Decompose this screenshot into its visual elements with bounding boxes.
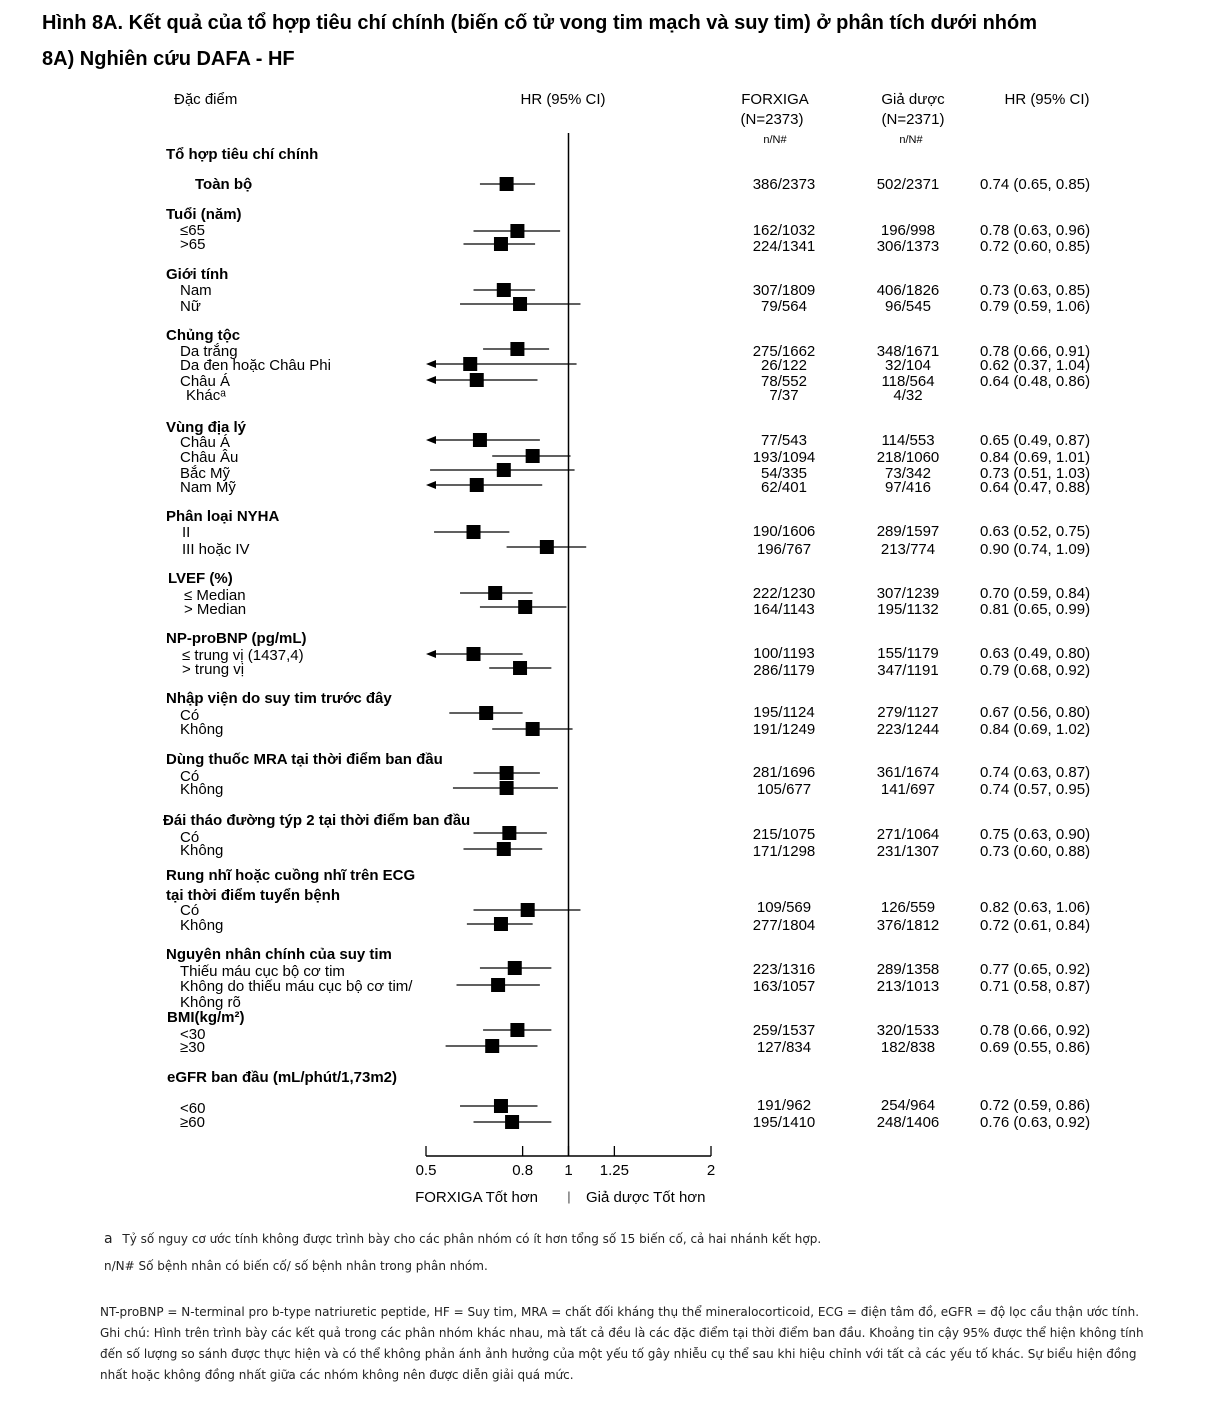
footnote-a-marker: a bbox=[104, 1231, 113, 1247]
row-label: ≥30 bbox=[180, 1039, 205, 1056]
placebo-nn-value: 126/559 bbox=[880, 899, 936, 916]
forxiga-nn-value: 163/1057 bbox=[752, 978, 816, 995]
hr-ci-value: 0.64 (0.47, 0.88) bbox=[980, 479, 1091, 496]
hr-ci-value: 0.78 (0.66, 0.92) bbox=[980, 1022, 1091, 1039]
forxiga-nn-value: 127/834 bbox=[756, 1039, 812, 1056]
footnote-a bbox=[104, 1231, 821, 1247]
placebo-nn-value: 96/545 bbox=[885, 298, 931, 315]
forxiga-nn-value: 79/564 bbox=[761, 298, 807, 315]
placebo-nn-value: 289/1358 bbox=[876, 961, 940, 978]
hr-point bbox=[470, 478, 484, 492]
ci-arrow bbox=[426, 481, 436, 489]
placebo-nn-value: 182/838 bbox=[880, 1039, 936, 1056]
hr-point bbox=[526, 449, 540, 463]
hr-point bbox=[497, 283, 511, 297]
hr-ci-value: 0.81 (0.65, 0.99) bbox=[980, 601, 1091, 618]
hr-ci-value: 0.71 (0.58, 0.87) bbox=[980, 978, 1091, 995]
subgroup-header: Phân loại NYHA bbox=[166, 508, 280, 525]
placebo-nn-value: 347/1191 bbox=[877, 662, 939, 679]
forxiga-nn-value: 386/2373 bbox=[752, 176, 816, 193]
col-header-feature: Đặc điểm bbox=[174, 91, 238, 108]
forxiga-nn-value: 164/1143 bbox=[753, 601, 815, 618]
forxiga-nn-value: 222/1230 bbox=[752, 585, 816, 602]
subgroup-header: Chủng tộc bbox=[166, 327, 241, 344]
row-label: > Median bbox=[184, 601, 247, 618]
hr-point bbox=[463, 357, 477, 371]
hr-ci-value: 0.63 (0.49, 0.80) bbox=[980, 645, 1091, 662]
placebo-nn-value: 254/964 bbox=[880, 1097, 936, 1114]
placebo-nn-value: 213/774 bbox=[880, 541, 936, 558]
forxiga-nn-value: 162/1032 bbox=[752, 222, 816, 239]
placebo-nn-value: 223/1244 bbox=[876, 721, 940, 738]
col-subheader-forxiga-nn: n/N# bbox=[763, 134, 787, 146]
x-axis-separator: | bbox=[567, 1189, 571, 1204]
hr-point bbox=[479, 706, 493, 720]
row-label: Có bbox=[180, 902, 200, 919]
hr-ci-value: 0.84 (0.69, 1.02) bbox=[980, 721, 1091, 738]
row-label: ≥60 bbox=[180, 1114, 205, 1131]
hr-point bbox=[521, 903, 535, 917]
ci-arrow bbox=[426, 376, 436, 384]
row-label: Nữ bbox=[180, 298, 201, 315]
ci-arrow bbox=[426, 650, 436, 658]
hr-ci-value: 0.72 (0.59, 0.86) bbox=[980, 1097, 1091, 1114]
placebo-nn-value: 248/1406 bbox=[876, 1114, 940, 1131]
hr-point bbox=[518, 600, 532, 614]
row-label: Toàn bộ bbox=[195, 176, 253, 193]
subgroup-header: Nguyên nhân chính của suy tim bbox=[166, 946, 392, 963]
hr-point bbox=[485, 1039, 499, 1053]
footnote-a-text: Tỷ số nguy cơ ước tính không được trình bày cho các phân nhóm có ít hơn tổng số 15 biến cố, cả hai nhánh kết hợp. bbox=[122, 1232, 822, 1246]
hr-ci-value: 0.84 (0.69, 1.01) bbox=[980, 449, 1091, 466]
row-label: Da trắng bbox=[180, 343, 238, 360]
hr-ci-value: 0.69 (0.55, 0.86) bbox=[980, 1039, 1091, 1056]
subgroup-header: LVEF (%) bbox=[168, 570, 233, 587]
row-label: Không bbox=[180, 721, 224, 738]
hr-ci-value: 0.62 (0.37, 1.04) bbox=[980, 357, 1091, 374]
placebo-nn-value: 218/1060 bbox=[876, 449, 940, 466]
forxiga-nn-value: 7/37 bbox=[769, 387, 799, 404]
col-header-hr-plot: HR (95% CI) bbox=[520, 91, 606, 108]
hr-point bbox=[540, 540, 554, 554]
placebo-nn-value: 271/1064 bbox=[876, 826, 940, 843]
row-label: Châu Á bbox=[180, 373, 231, 390]
col-header-forxiga: FORXIGA bbox=[741, 91, 809, 108]
subgroup-header: Rung nhĩ hoặc cuồng nhĩ trên ECG bbox=[166, 867, 416, 884]
subgroup-header: eGFR ban đầu (mL/phút/1,73m2) bbox=[167, 1069, 398, 1086]
ci-arrow bbox=[426, 436, 436, 444]
subgroup-header: Tổ hợp tiêu chí chính bbox=[166, 146, 319, 163]
hr-ci-value: 0.72 (0.61, 0.84) bbox=[980, 917, 1091, 934]
hr-ci-value: 0.63 (0.52, 0.75) bbox=[980, 523, 1091, 540]
placebo-nn-value: 118/564 bbox=[881, 373, 935, 390]
hr-point bbox=[510, 224, 524, 238]
row-label: Không bbox=[180, 781, 224, 798]
row-label: > trung vị bbox=[182, 661, 245, 678]
placebo-nn-value: 348/1671 bbox=[876, 343, 940, 360]
hr-ci-value: 0.67 (0.56, 0.80) bbox=[980, 704, 1091, 721]
hr-ci-value: 0.76 (0.63, 0.92) bbox=[980, 1114, 1091, 1131]
hr-ci-value: 0.75 (0.63, 0.90) bbox=[980, 826, 1091, 843]
row-label: <30 bbox=[180, 1026, 206, 1043]
placebo-nn-value: 502/2371 bbox=[876, 176, 940, 193]
subgroup-header: BMI(kg/m²) bbox=[167, 1009, 245, 1026]
hr-ci-value: 0.73 (0.60, 0.88) bbox=[980, 843, 1091, 860]
row-label: Không bbox=[180, 917, 224, 934]
hr-point bbox=[513, 661, 527, 675]
placebo-nn-value: 307/1239 bbox=[876, 585, 940, 602]
col-header-forxiga-n: (N=2373) bbox=[740, 111, 804, 128]
placebo-nn-value: 361/1674 bbox=[876, 764, 940, 781]
row-label: Có bbox=[180, 829, 200, 846]
col-header-hr-ci: HR (95% CI) bbox=[1004, 91, 1090, 108]
forxiga-nn-value: 275/1662 bbox=[752, 343, 816, 360]
subgroup-header: Dùng thuốc MRA tại thời điểm ban đầu bbox=[166, 751, 443, 768]
hr-point bbox=[494, 1099, 508, 1113]
hr-point bbox=[494, 237, 508, 251]
hr-point bbox=[470, 373, 484, 387]
subgroup-header: tại thời điểm tuyển bệnh bbox=[166, 887, 341, 904]
placebo-nn-value: 155/1179 bbox=[877, 645, 939, 662]
row-label: Có bbox=[180, 768, 200, 785]
hr-ci-value: 0.70 (0.59, 0.84) bbox=[980, 585, 1091, 602]
row-label: II bbox=[182, 524, 191, 541]
placebo-nn-value: 289/1597 bbox=[876, 523, 940, 540]
row-label: ≤ trung vị (1437,4) bbox=[182, 647, 304, 664]
hr-ci-value: 0.78 (0.66, 0.91) bbox=[980, 343, 1091, 360]
subgroup-header: Nhập viện do suy tim trước đây bbox=[166, 690, 392, 707]
hr-point bbox=[526, 722, 540, 736]
row-label: Thiếu máu cục bộ cơ tim bbox=[180, 963, 345, 980]
hr-point bbox=[510, 342, 524, 356]
col-header-placebo-n: (N=2371) bbox=[881, 111, 945, 128]
hr-point bbox=[500, 781, 514, 795]
hr-ci-value: 0.79 (0.59, 1.06) bbox=[980, 298, 1091, 315]
col-subheader-placebo-nn: n/N# bbox=[899, 134, 923, 146]
placebo-nn-value: 4/32 bbox=[893, 387, 923, 404]
placebo-nn-value: 195/1132 bbox=[877, 601, 939, 618]
note-line-1: Ghi chú: Hình trên trình bày các kết quả trong các phân nhóm khác nhau, mà tất cả đều là các đặc điểm tại thời điểm ban đầu. Khoảng tin cậy 95% được thể hiện không tính bbox=[100, 1326, 1144, 1340]
forxiga-nn-value: 100/1193 bbox=[753, 645, 815, 662]
forxiga-nn-value: 286/1179 bbox=[753, 662, 815, 679]
hr-ci-value: 0.72 (0.60, 0.85) bbox=[980, 238, 1091, 255]
hr-point bbox=[500, 766, 514, 780]
hr-ci-value: 0.78 (0.63, 0.96) bbox=[980, 222, 1091, 239]
row-label: ≤65 bbox=[180, 222, 205, 239]
forxiga-nn-value: 62/401 bbox=[761, 479, 807, 496]
footnote-nn: n/N# Số bệnh nhân có biến cố/ số bệnh nhân trong phân nhóm. bbox=[104, 1259, 488, 1273]
forxiga-nn-value: 171/1298 bbox=[752, 843, 816, 860]
placebo-nn-value: 196/998 bbox=[880, 222, 936, 239]
placebo-nn-value: 231/1307 bbox=[876, 843, 940, 860]
row-label: Không rõ bbox=[180, 994, 241, 1011]
hr-ci-value: 0.74 (0.57, 0.95) bbox=[980, 781, 1091, 798]
notes-block bbox=[100, 1302, 1160, 1386]
hr-point bbox=[510, 1023, 524, 1037]
forxiga-nn-value: 196/767 bbox=[756, 541, 812, 558]
forxiga-nn-value: 193/1094 bbox=[752, 449, 816, 466]
forxiga-nn-value: 195/1410 bbox=[752, 1114, 816, 1131]
x-axis-right-label: Giả dược Tốt hơn bbox=[586, 1189, 706, 1206]
hr-point bbox=[491, 978, 505, 992]
abbreviations-note: NT-proBNP = N-terminal pro b-type natriuretic peptide, HF = Suy tim, MRA = chất đối kháng thụ thể mineralocorticoid, ECG = điện tâm đồ, eGFR = độ lọc cầu thận ước tính. bbox=[100, 1305, 1140, 1319]
row-label: >65 bbox=[180, 236, 206, 253]
row-label: Da đen hoặc Châu Phi bbox=[180, 357, 331, 374]
placebo-nn-value: 376/1812 bbox=[876, 917, 940, 934]
forxiga-nn-value: 281/1696 bbox=[752, 764, 816, 781]
hr-ci-value: 0.74 (0.65, 0.85) bbox=[980, 176, 1091, 193]
forxiga-nn-value: 190/1606 bbox=[752, 523, 816, 540]
row-label: Châu Á bbox=[180, 434, 231, 451]
hr-ci-value: 0.82 (0.63, 1.06) bbox=[980, 899, 1091, 916]
hr-point bbox=[505, 1115, 519, 1129]
hr-ci-value: 0.65 (0.49, 0.87) bbox=[980, 432, 1091, 449]
forxiga-nn-value: 307/1809 bbox=[752, 282, 816, 299]
ci-arrow bbox=[426, 360, 436, 368]
placebo-nn-value: 406/1826 bbox=[876, 282, 940, 299]
row-label: Nam bbox=[180, 282, 212, 299]
placebo-nn-value: 213/1013 bbox=[876, 978, 940, 995]
placebo-nn-value: 306/1373 bbox=[876, 238, 940, 255]
forxiga-nn-value: 259/1537 bbox=[752, 1022, 816, 1039]
forxiga-nn-value: 77/543 bbox=[761, 432, 807, 449]
forxiga-nn-value: 54/335 bbox=[761, 465, 807, 482]
x-tick-label: 0.8 bbox=[512, 1162, 534, 1179]
row-label: III hoặc IV bbox=[182, 541, 250, 558]
hr-point bbox=[500, 177, 514, 191]
hr-ci-value: 0.74 (0.63, 0.87) bbox=[980, 764, 1091, 781]
forxiga-nn-value: 191/962 bbox=[756, 1097, 812, 1114]
placebo-nn-value: 32/104 bbox=[885, 357, 931, 374]
row-label: Bắc Mỹ bbox=[180, 465, 231, 482]
forxiga-nn-value: 105/677 bbox=[756, 781, 812, 798]
row-label: Nam Mỹ bbox=[180, 479, 236, 496]
forxiga-nn-value: 78/552 bbox=[761, 373, 807, 390]
placebo-nn-value: 97/416 bbox=[885, 479, 931, 496]
note-line-3: nhất hoặc không đồng nhất giữa các nhóm không nên được diễn giải quá mức. bbox=[100, 1368, 574, 1382]
row-label: Khácᵃ bbox=[186, 387, 226, 404]
hr-point bbox=[497, 463, 511, 477]
hr-ci-value: 0.77 (0.65, 0.92) bbox=[980, 961, 1091, 978]
figure-title-line1: Hình 8A. Kết quả của tổ hợp tiêu chí chính (biến cố tử vong tim mạch và suy tim) ở phân tích dưới nhóm bbox=[42, 12, 1038, 34]
hr-point bbox=[488, 586, 502, 600]
hr-point bbox=[502, 826, 516, 840]
col-header-placebo: Giả dược bbox=[881, 91, 945, 108]
forxiga-nn-value: 215/1075 bbox=[752, 826, 816, 843]
forxiga-nn-value: 224/1341 bbox=[752, 238, 816, 255]
hr-ci-value: 0.64 (0.48, 0.86) bbox=[980, 373, 1091, 390]
placebo-nn-value: 320/1533 bbox=[876, 1022, 940, 1039]
forxiga-nn-value: 195/1124 bbox=[753, 704, 815, 721]
row-label: Không do thiếu máu cục bộ cơ tim/ bbox=[180, 978, 413, 995]
placebo-nn-value: 114/553 bbox=[881, 432, 935, 449]
x-tick-label: 0.5 bbox=[415, 1162, 437, 1179]
hr-ci-value: 0.79 (0.68, 0.92) bbox=[980, 662, 1091, 679]
row-label: <60 bbox=[180, 1100, 206, 1117]
forxiga-nn-value: 223/1316 bbox=[752, 961, 816, 978]
hr-point bbox=[513, 297, 527, 311]
hr-point bbox=[508, 961, 522, 975]
x-tick-label: 2 bbox=[706, 1162, 716, 1179]
forxiga-nn-value: 26/122 bbox=[761, 357, 807, 374]
forxiga-nn-value: 109/569 bbox=[756, 899, 812, 916]
hr-point bbox=[473, 433, 487, 447]
placebo-nn-value: 279/1127 bbox=[877, 704, 939, 721]
hr-point bbox=[467, 647, 481, 661]
subgroup-header: Tuổi (năm) bbox=[166, 206, 242, 223]
hr-ci-value: 0.73 (0.51, 1.03) bbox=[980, 465, 1091, 482]
x-axis-left-label: FORXIGA Tốt hơn bbox=[415, 1189, 538, 1206]
x-tick-label: 1 bbox=[564, 1162, 573, 1179]
subgroup-header: Vùng địa lý bbox=[166, 419, 247, 436]
forxiga-nn-value: 191/1249 bbox=[752, 721, 816, 738]
x-tick-label: 1.25 bbox=[599, 1162, 629, 1179]
placebo-nn-value: 141/697 bbox=[880, 781, 936, 798]
row-label: ≤ Median bbox=[184, 587, 246, 604]
subgroup-header: NP-proBNP (pg/mL) bbox=[166, 630, 307, 647]
subgroup-header: Giới tính bbox=[166, 266, 229, 283]
row-label: Có bbox=[180, 707, 200, 724]
hr-ci-value: 0.90 (0.74, 1.09) bbox=[980, 541, 1091, 558]
note-line-2: đến số lượng so sánh được thực hiện và có thể không phản ánh ảnh hưởng của một yếu tố gây nhiễu cụ thể sau khi hiệu chỉnh với tất cả các yếu tố khác. Sự biểu hiện đồng bbox=[100, 1347, 1137, 1361]
placebo-nn-value: 73/342 bbox=[885, 465, 931, 482]
row-label: Châu Âu bbox=[180, 449, 239, 466]
subgroup-header: Đái tháo đường týp 2 tại thời điểm ban đầu bbox=[163, 812, 471, 829]
forxiga-nn-value: 277/1804 bbox=[752, 917, 816, 934]
hr-ci-value: 0.73 (0.63, 0.85) bbox=[980, 282, 1091, 299]
figure-title-line2: 8A) Nghiên cứu DAFA - HF bbox=[42, 48, 295, 70]
hr-point bbox=[467, 525, 481, 539]
hr-point bbox=[497, 842, 511, 856]
row-label: Không bbox=[180, 842, 224, 859]
hr-point bbox=[494, 917, 508, 931]
